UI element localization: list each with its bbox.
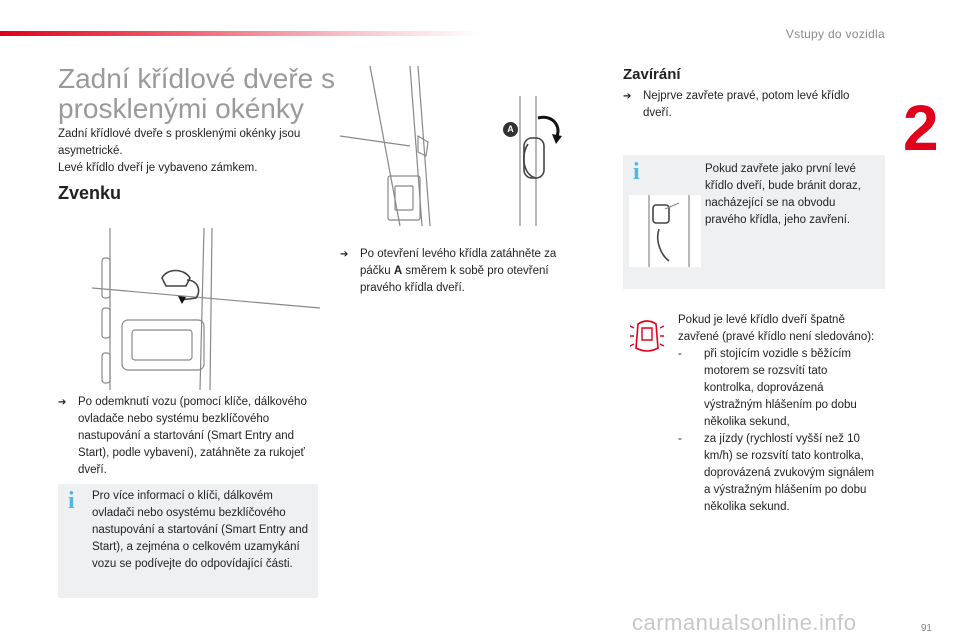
intro-line: Zadní křídlové dveře s prosklenými okénky jsou asymetrické. <box>58 128 301 157</box>
header-accent-bar <box>0 31 480 36</box>
warning-item-text: při stojícím vozidle s běžícím motorem se rozsvítí tato kontrolka, doprovázená výstražným hlášením po dobu několika sekund, <box>704 348 857 428</box>
warning-list-item <box>678 431 878 516</box>
intro-line: Levé křídlo dveří je vybaveno zámkem. <box>58 162 258 174</box>
warning-dash: - <box>678 348 682 360</box>
info-box-closing <box>623 155 885 289</box>
bullet-middle-text <box>360 246 580 297</box>
info-icon: i <box>68 488 75 514</box>
info-closing-text: Pokud zavřete jako první levé křídlo dveří, bude bránit doraz, nacházející se na obvodu pravého křídla, jeho zavření. <box>705 163 861 226</box>
bullet-arrow-icon: ➔ <box>340 249 349 260</box>
bullet-middle <box>340 246 580 297</box>
warning-dash: - <box>678 433 682 445</box>
bullet-closing-text: Nejprve zavřete pravé, potom levé křídlo dveří. <box>643 90 850 119</box>
heading-outside: Zvenku <box>58 183 122 203</box>
door-handle-illustration <box>92 228 320 390</box>
section-header: Vstupy do vozidla <box>785 27 885 41</box>
bullet-middle-text-bold: A <box>393 265 403 277</box>
door-warning-icon <box>630 318 664 354</box>
heading-closing: Zavírání <box>623 66 681 83</box>
bullet-arrow-icon: ➔ <box>58 397 67 408</box>
bullet-outside-text: Po odemknutí vozu (pomocí klíče, dálkového ovladače nebo systému bezklíčového nastupování a startování (Smart Entry and Start), podle vybavení), zatáhněte za rukojeť dveří. <box>78 396 307 476</box>
bullet-middle-text-end: směrem k sobě pro otevření pravého křídla dveří. <box>360 265 549 294</box>
info-icon: i <box>633 159 640 185</box>
callout-a-badge: A <box>503 122 518 137</box>
page-number: 91 <box>920 623 932 634</box>
chapter-number: 2 <box>903 92 939 164</box>
bullet-outside <box>58 394 328 479</box>
page-title: Zadní křídlové dveře s prosklenými okénky <box>58 63 336 124</box>
warning-intro-text: Pokud je levé křídlo dveří špatně zavřené (pravé křídlo není sledováno): <box>678 314 875 343</box>
warning-item-text: za jízdy (rychlostí vyšší než 10 km/h) se rozsvítí tato kontrolka, doprovázená zvukovým signálem a výstražným hlášením po dobu několika sekund. <box>704 433 875 513</box>
bullet-middle-text-start: Po otevření levého křídla zatáhněte za páčku <box>360 248 557 277</box>
bullet-closing <box>623 88 878 122</box>
watermark: carmanualsonline.info <box>632 610 857 635</box>
door-lever-illustration <box>340 66 566 226</box>
info-box-outside <box>58 484 318 598</box>
bullet-arrow-icon: ➔ <box>623 91 632 102</box>
intro-text <box>58 126 328 177</box>
door-stop-illustration <box>629 195 701 267</box>
warning-list-item <box>678 346 878 431</box>
warning-block <box>678 312 878 516</box>
info-outside-text: Pro více informací o klíči, dálkovém ovladači nebo osystému bezklíčového nastupování a startování (Smart Entry and Start), a zejména o celkovém uzamykání vozu se podívejte do odpovídající části. <box>92 490 309 570</box>
